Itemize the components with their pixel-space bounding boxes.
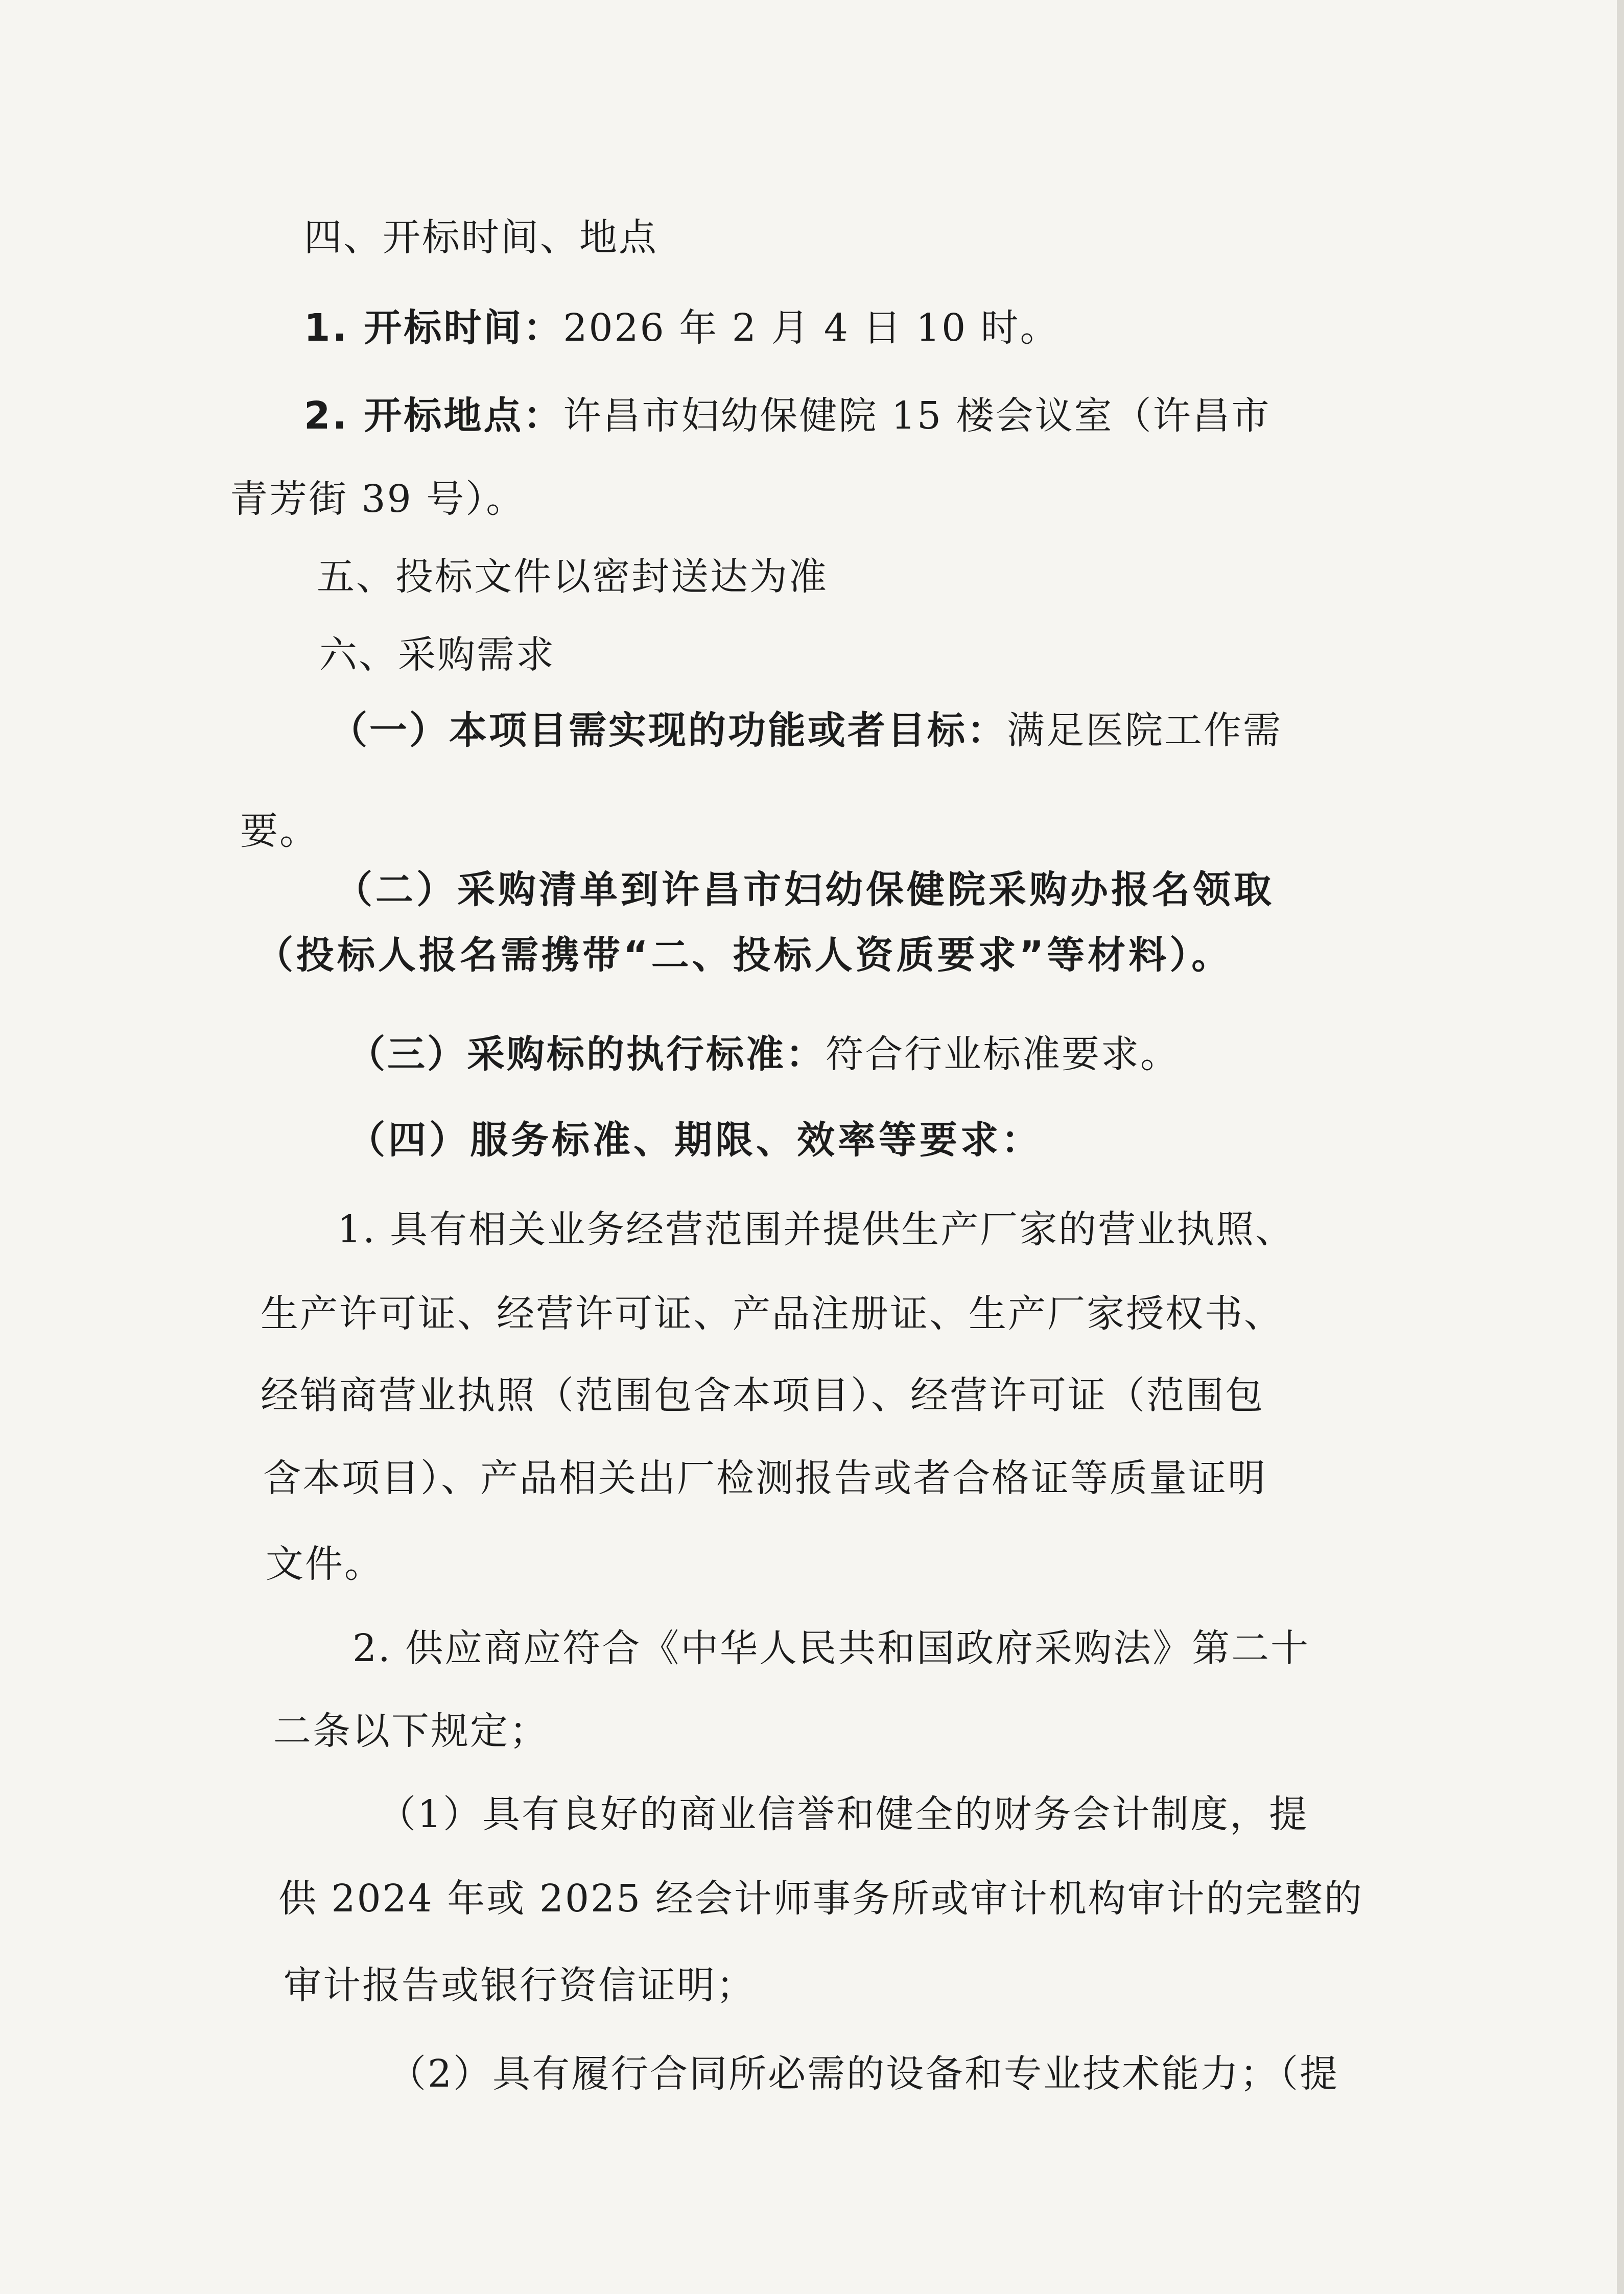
requirement-3-label: （三）采购标的执行标准： bbox=[347, 1032, 826, 1076]
bid-opening-place bbox=[304, 394, 1271, 438]
qualification-2-line-1: 2. 供应商应符合《中华人民共和国政府采购法》第二十 bbox=[352, 1626, 1310, 1670]
qualification-1-line-1: 1. 具有相关业务经营范围并提供生产厂家的营业执照、 bbox=[337, 1208, 1295, 1251]
requirement-1-value: 满足医院工作需 bbox=[1007, 708, 1282, 752]
scan-edge bbox=[1617, 0, 1624, 2294]
requirement-1-cont: 要。 bbox=[240, 809, 319, 853]
bid-opening-time-value: 2026 年 2 月 4 日 10 时。 bbox=[563, 306, 1060, 350]
requirement-3-value: 符合行业标准要求。 bbox=[826, 1032, 1180, 1076]
section-4-heading: 四、开标时间、地点 bbox=[304, 216, 658, 259]
qualification-2-2-line-1: （2）具有履行合同所必需的设备和专业技术能力；（提 bbox=[388, 2052, 1339, 2096]
bid-opening-place-value: 许昌市妇幼保健院 15 楼会议室（许昌市 bbox=[563, 394, 1271, 438]
bid-opening-time-label: 1. 开标时间： bbox=[304, 306, 563, 350]
requirement-2-cont: （投标人报名需携带“二、投标人资质要求”等材料）。 bbox=[255, 933, 1233, 977]
qualification-1-line-3: 经销商营业执照（范围包含本项目）、经营许可证（范围包 bbox=[261, 1374, 1264, 1417]
requirement-1-function bbox=[329, 708, 1282, 752]
qualification-2-1-line-3: 审计报告或银行资信证明； bbox=[284, 1964, 756, 2007]
qualification-2-1-line-2: 供 2024 年或 2025 经会计师事务所或审计机构审计的完整的 bbox=[278, 1877, 1363, 1921]
requirement-1-label: （一）本项目需实现的功能或者目标： bbox=[329, 708, 1007, 752]
requirement-3-standard bbox=[347, 1032, 1180, 1076]
section-6-heading: 六、采购需求 bbox=[319, 633, 555, 677]
qualification-2-line-2: 二条以下规定； bbox=[273, 1709, 549, 1753]
qualification-1-line-5: 文件。 bbox=[266, 1542, 384, 1586]
qualification-2-1-line-1: （1）具有良好的商业信誉和健全的财务会计制度，提 bbox=[378, 1792, 1309, 1836]
qualification-1-line-2: 生产许可证、经营许可证、产品注册证、生产厂家授权书、 bbox=[261, 1292, 1283, 1336]
qualification-1-line-4: 含本项目）、产品相关出厂检测报告或者合格证等质量证明 bbox=[263, 1456, 1267, 1500]
requirement-2-purchase-list: （二）采购清单到许昌市妇幼保健院采购办报名领取 bbox=[335, 868, 1275, 912]
bid-opening-place-cont: 青芳街 39 号）。 bbox=[230, 477, 526, 521]
requirement-4-heading: （四）服务标准、期限、效率等要求： bbox=[347, 1118, 1042, 1162]
bid-opening-place-label: 2. 开标地点： bbox=[304, 394, 563, 438]
bid-opening-time bbox=[304, 306, 1060, 350]
section-5-heading: 五、投标文件以密封送达为准 bbox=[317, 555, 828, 599]
